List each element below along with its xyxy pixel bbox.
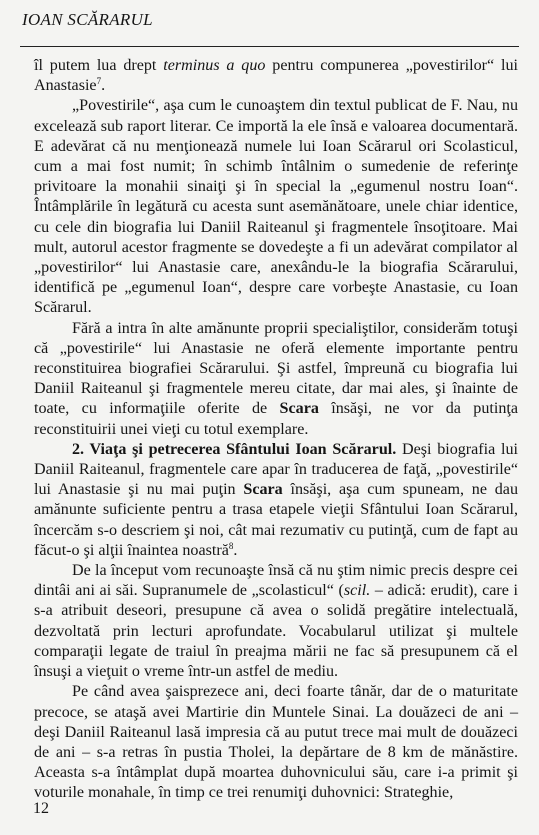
text-run: Pe când avea şaisprezece ani, deci foarte tânăr, dar de o maturitate precoce, se ataşă avei Martirie din Muntele Sinai. La douăzeci de ani – deşi Daniil Raiteanul lasă impresia că au putut trece mai mult de douăzeci de ani – s-a retras în pustia Tholei, la depărtare de 8 km de mănăstire. Aceasta s-a întâmplat după moartea duhovnicului său, care i-a primit şi voturile monahale, în timp ce trei renumiţi duhovnici: Strateghie,	[34, 683, 518, 802]
text-run: îl putem lua drept	[34, 57, 164, 74]
paragraph	[34, 561, 518, 682]
footnote-ref: 7	[96, 76, 102, 87]
text-run: însăşi, ne vor da putinţa reconstituirii unei vieţi cu totul exemplare.	[34, 400, 518, 438]
header-rule	[20, 46, 519, 47]
text-run: 2. Viaţa şi petrecerea Sfântului Ioan Scărarul.	[72, 440, 397, 458]
text-run: .	[233, 541, 238, 559]
text-run: însăşi, aşa cum spuneam, ne dau amănunte suficiente pentru a trasa etapele vieţii Sfântului Ioan Scărarul, încercăm s-o descriem şi noi, cât mai rezumativ cu putinţă, cum de fapt au făcut-o şi alţii înaintea noastră	[34, 481, 518, 559]
page-number: 12	[33, 800, 49, 817]
paragraph	[34, 319, 518, 440]
text-run: – adică: erudit), care i s-a atribuit deseori, presupune că avea o solidă pregătire intelectuală, dezvoltată prin lecturi aprofundate. Vocabularul utilizat şi multele comparaţii legate de traiul în preajma mării ne fac să presupunem că el însuşi a vieţuit o vreme într-un astfel de mediu.	[34, 582, 519, 681]
text-run: Scara	[279, 400, 319, 418]
running-header: IOAN SCĂRARUL	[22, 10, 153, 29]
text-run: pentru compunerea „povestirilor“ lui Anastasie	[34, 57, 519, 95]
text-run: .	[101, 77, 106, 95]
text-run: De la început vom recunoaşte însă că nu ştim nimic precis despre cei dintâi ani ai săi. Supranumele de „scolasticul“ (	[34, 562, 518, 600]
paragraph	[34, 682, 518, 803]
text-run: Scara	[243, 481, 283, 499]
body-text	[34, 56, 518, 804]
text-run: Fără a intra în alte amănunte proprii specialiştilor, considerăm totuşi că „povestirile“ lui Anastasie ne oferă elemente importante pentru reconstituirea biografiei Scărarului. Şi astfel, împreună cu biografia lui Daniil Raiteanul şi fragmentele mereu citate, dar mai ales, şi înainte de toate, cu informaţiile oferite de	[34, 319, 518, 418]
paragraph	[34, 56, 518, 96]
paragraph	[34, 96, 518, 318]
footnote-ref: 8	[228, 540, 234, 551]
text-run: „Povestirile“, aşa cum le cunoaştem din textul publicat de F. Nau, nu excelează sub raport literar. Ce importă la ele însă e valoarea documentară. E adevărat că nu menţionează numele lui Ioan Scărarul ori Scolasticul, cum a mai fost numit; în schimb întâlnim o sumedenie de referinţe privitoare la monahii sinaiţi şi în special la „egumenul nostru Ioan“. Întâmplările în legătură cu acesta sunt asemănătoare, unele chiar identice, cu cele din biografia lui Daniil Raiteanul şi fragmentele însoţitoare. Mai mult, autorul acestor fragmente se dovedeşte a fi un adevărat compilator al „povestirilor“ lui Anastasie care, anexându-le la biografia Scărarului, identifică pe „egumenul Ioan“, despre care vorbeşte Anastasie, cu Ioan Scărarul.	[34, 97, 518, 317]
paragraph	[34, 440, 518, 561]
text-run: Deşi biografia lui Daniil Raiteanul, fragmentele care apar în traducerea de faţă, „povestirile“ lui Anastasie şi nu mai puţin	[34, 440, 518, 499]
text-run: scil.	[343, 582, 371, 600]
text-run: terminus a quo	[163, 57, 266, 74]
